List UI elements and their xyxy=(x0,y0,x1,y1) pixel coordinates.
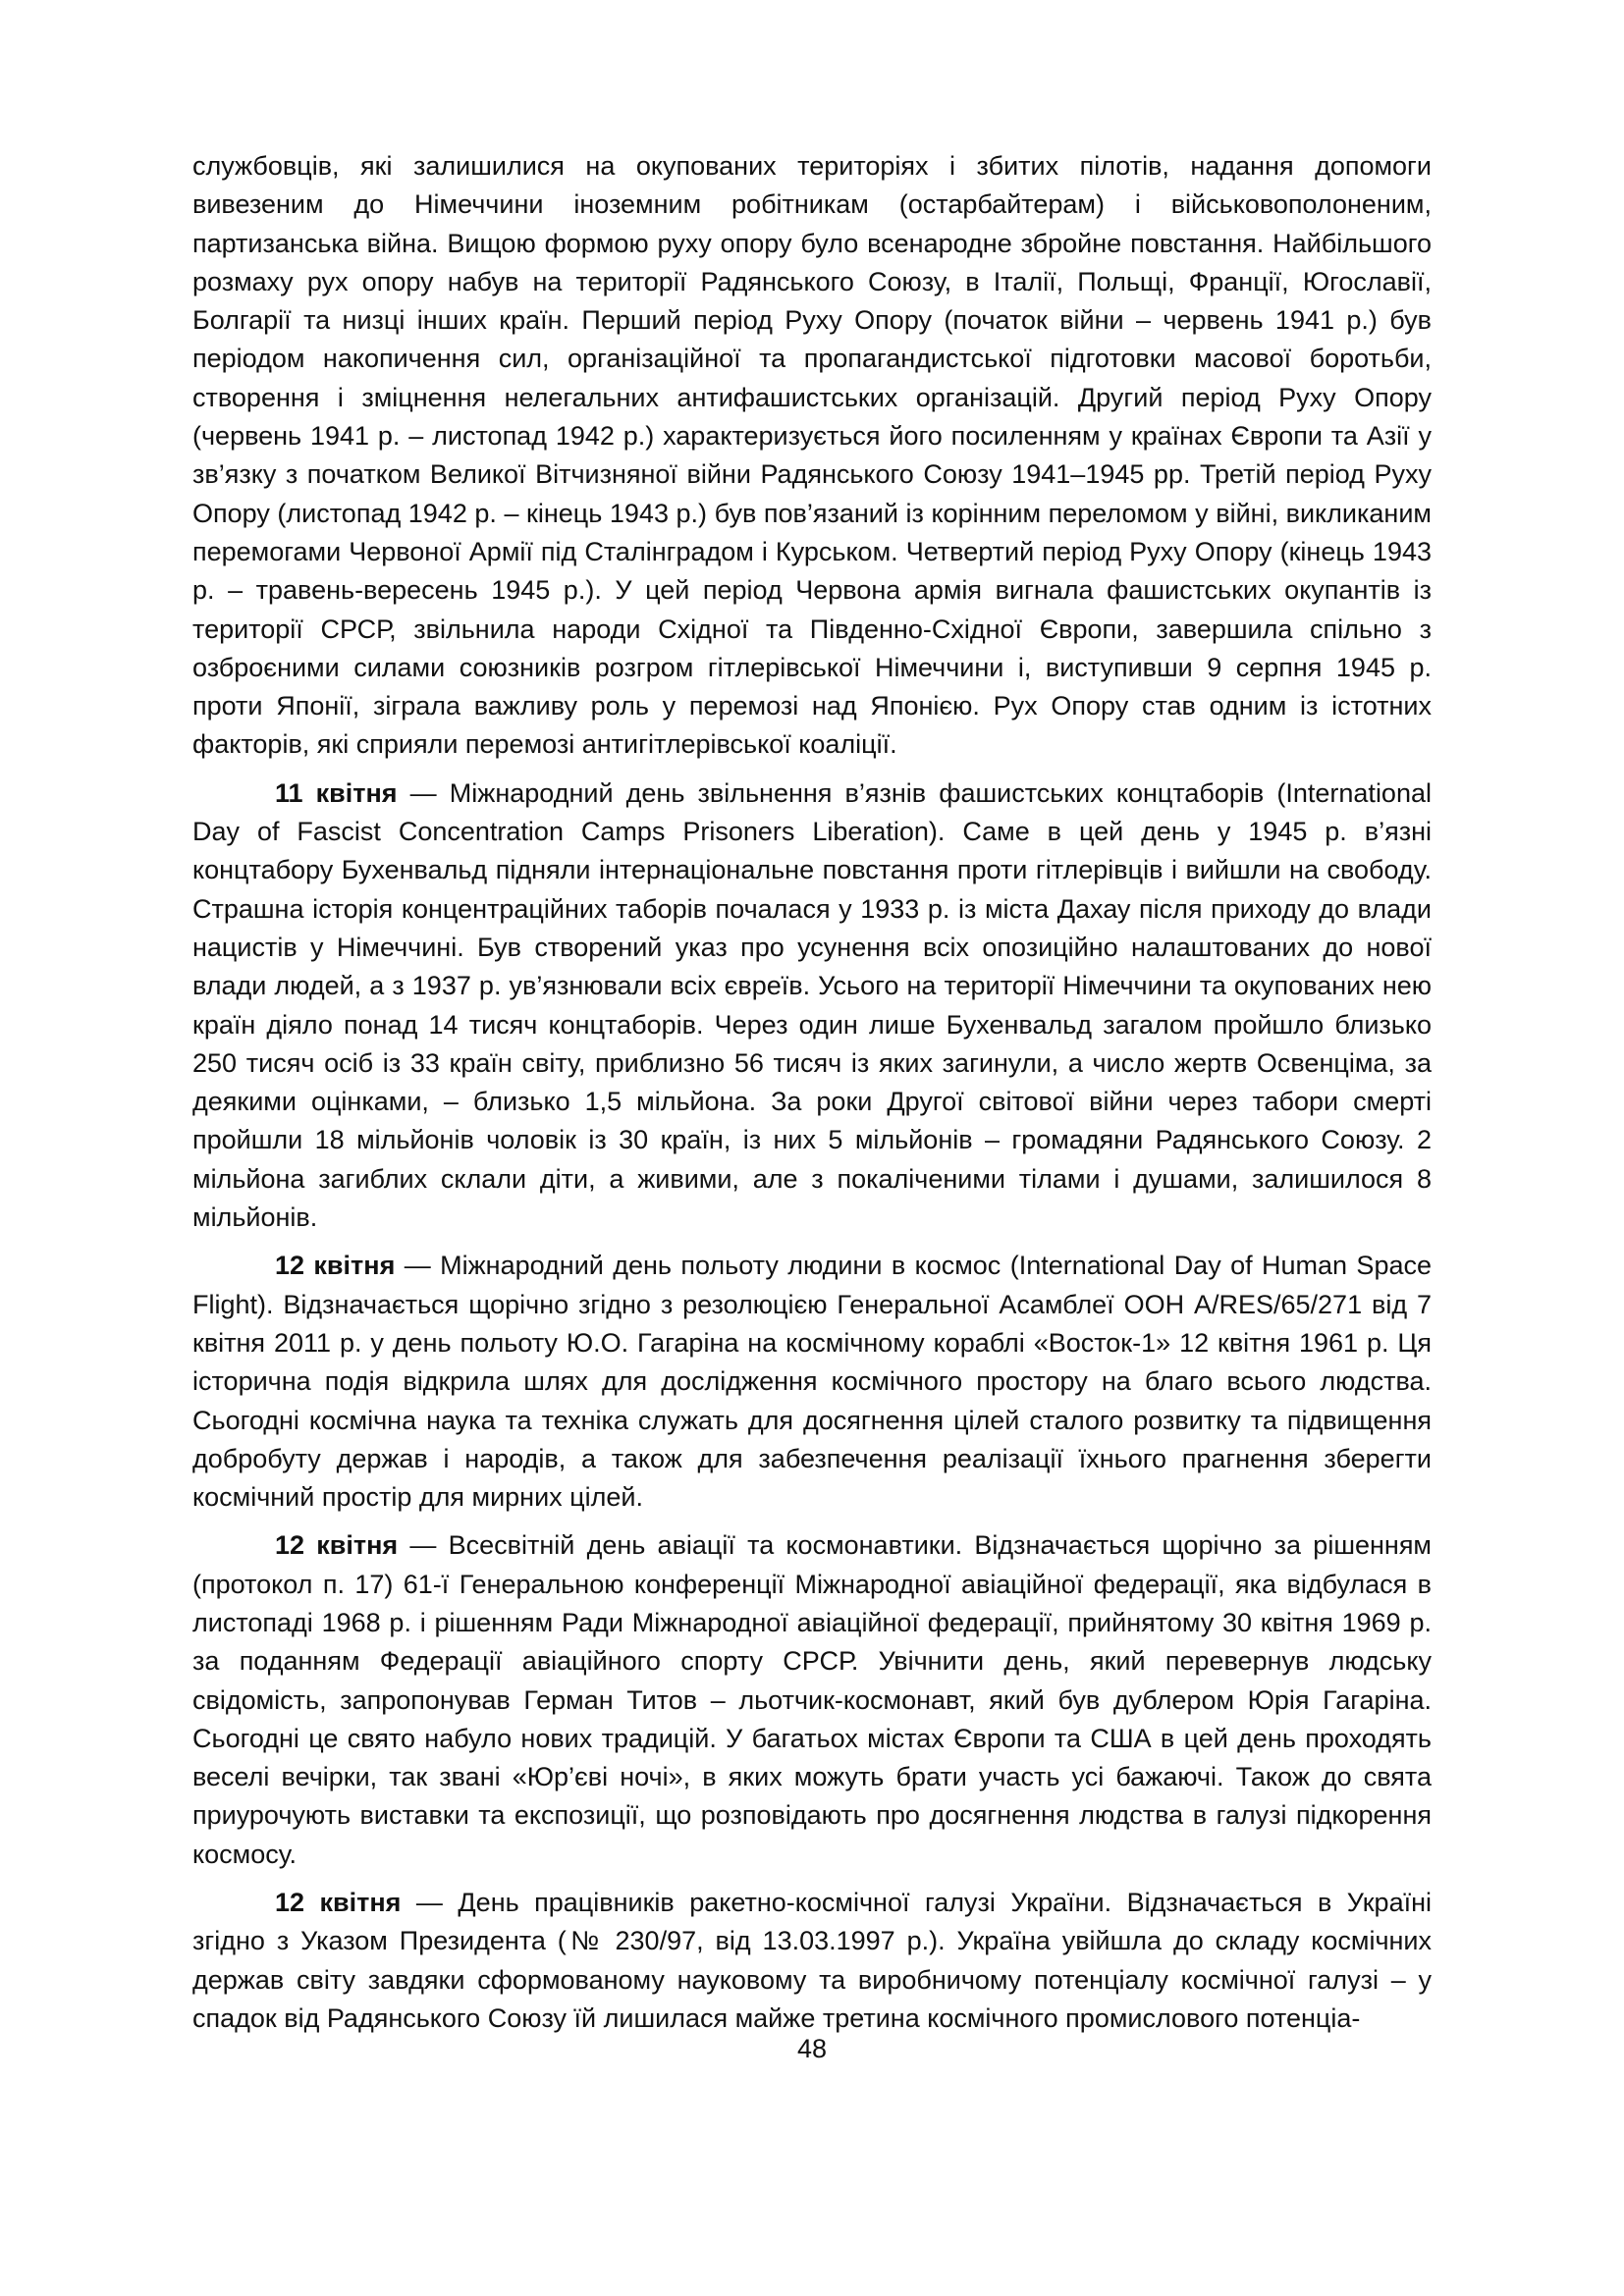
paragraph-april-11 xyxy=(192,774,1432,1238)
paragraph-text: службовців, які залишилися на окупованих територіях і збитих пілотів, надання допомоги вивезеним до Німеччини іноземним робітникам (остарбайтерам) і військовополоненим, партизанська війна. Вищою формою руху опору було всенародне збройне повстання. Найбільшого розмаху рух опору набув на території Радянського Союзу, в Італії, Польщі, Франції, Югославії, Болгарії та низці інших країн. Перший період Руху Опору (початок війни – червень 1941 р.) був періодом накопичення сил, організаційної та пропагандистської підготовки масової боротьби, створення і зміцнення нелегальних антифашистських організацій. Другий період Руху Опору (червень 1941 р. – листопад 1942 р.) характеризується його посиленням у країнах Європи та Азії у зв’язку з початком Великої Вітчизняної війни Радянського Союзу 1941–1945 рр. Третій період Руху Опору (листопад 1942 р. – кінець 1943 р.) був пов’язаний із корінним переломом у війні, викликаним перемогами Червоної Армії під Сталінградом і Курськом. Четвертий період Руху Опору (кінець 1943 р. – травень-вересень 1945 р.). У цей період Червона армія вигнала фашистських окупантів із території СРСР, звільнила народи Східної та Південно-Східної Європи, завершила спільно з озброєними силами союзників розгром гітлерівської Німеччини і, виступивши 9 серпня 1945 р. проти Японії, зіграла важливу роль у перемозі над Японією. Рух Опору став одним із істотних факторів, які сприяли перемозі антигітлерівської коаліції. xyxy=(192,151,1432,760)
paragraph-text: — Міжнародний день звільнення в’язнів фашистських концтаборів (International Day of Fascist Concentration Camps Prisoners Liberation). Саме в цей день у 1945 р. в’язні концтабору Бухенвальд підняли інтернаціональне повстання проти гітлерівців і вийшли на свободу. Страшна історія концентраційних таборів почалася у 1933 р. із міста Дахау після приходу до влади нацистів у Німеччині. Був створений указ про усунення всіх опозиційно налаштованих до нової влади людей, а з 1937 р. ув’язнювали всіх євреїв. Усього на території Німеччини та окупованих нею країн діяло понад 14 тисяч концтаборів. Через один лише Бухенвальд загалом пройшло близько 250 тисяч осіб із 33 країн світу, приблизно 56 тисяч із яких загинули, а число жертв Освенціма, за деякими оцінками, – близько 1,5 мільйона. За роки Другої світової війни через табори смерті пройшли 18 мільйонів чоловік із 30 країн, із них 5 мільйонів – громадяни Радянського Союзу. 2 мільйона загиблих склали діти, а живими, але з покаліченими тілами і душами, залишилося 8 мільйонів. xyxy=(192,777,1432,1233)
page-number: 48 xyxy=(796,2034,828,2063)
body-text xyxy=(192,147,1432,2048)
paragraph-text: — Всесвітній день авіації та космонавтики. Відзначається щорічно за рішенням (протокол п. 17) 61-ї Генеральною конференції Міжнародної авіаційної федерації, яка відбулася в листопаді 1968 р. і рішенням Ради Міжнародної авіаційної федерації, прийнятому 30 квітня 1969 р. за поданням Федерації авіаційного спорту СРСР. Увічнити день, який перевернув людську свідомість, запропонував Герман Титов – льотчик-космонавт, який був дублером Юрія Гагаріна. Сьогодні це свято набуло нових традицій. У багатьох містах Європи та США в цей день проходять веселі вечірки, так звані «Юр’єві ночі», в яких можуть брати участь усі бажаючі. Також до свята приурочують виставки та експозиції, що розповідають про досягнення людства в галузі підкорення космосу. xyxy=(192,1530,1432,1869)
paragraph-date: 12 квітня xyxy=(275,1888,402,1918)
paragraph-text: — Міжнародний день польоту людини в космос (International Day of Human Space Flight). Відзначається щорічно згідно з резолюцією Генеральної Асамблеї ООН A/RES/65/271 від 7 квітня 2011 р. у день польоту Ю.О. Гагаріна на космічному кораблі «Восток-1» 12 квітня 1961 р. Ця історична подія відкрила шлях для дослідження космічного простору на благо всього людства. Сьогодні космічна наука та техніка служать для досягнення цілей сталого розвитку та підвищення добробуту держав і народів, а також для забезпечення реалізації їхнього прагнення зберегти космічний простір для мирних цілей. xyxy=(192,1251,1432,1513)
paragraph-date: 11 квітня xyxy=(275,777,398,808)
paragraph-date: 12 квітня xyxy=(275,1251,396,1281)
paragraph-april-12-space-industry-workers xyxy=(192,1884,1432,2038)
paragraph-april-12-human-space-flight xyxy=(192,1247,1432,1517)
paragraph-continuation xyxy=(192,147,1432,765)
paragraph-date: 12 квітня xyxy=(275,1530,399,1561)
paragraph-text: — День працівників ракетно-космічної галузі України. Відзначається в Україні згідно з Указом Президента (№ 230/97, від 13.03.1997 р.). Україна увійшла до складу космічних держав світу завдяки сформованому науковому та виробничому потенціалу космічної галузі – у спадок від Радянського Союзу їй лишилася майже третина космічного промислового потенціа- xyxy=(192,1888,1433,2033)
paragraph-april-12-aviation-cosmonautics xyxy=(192,1526,1432,1874)
